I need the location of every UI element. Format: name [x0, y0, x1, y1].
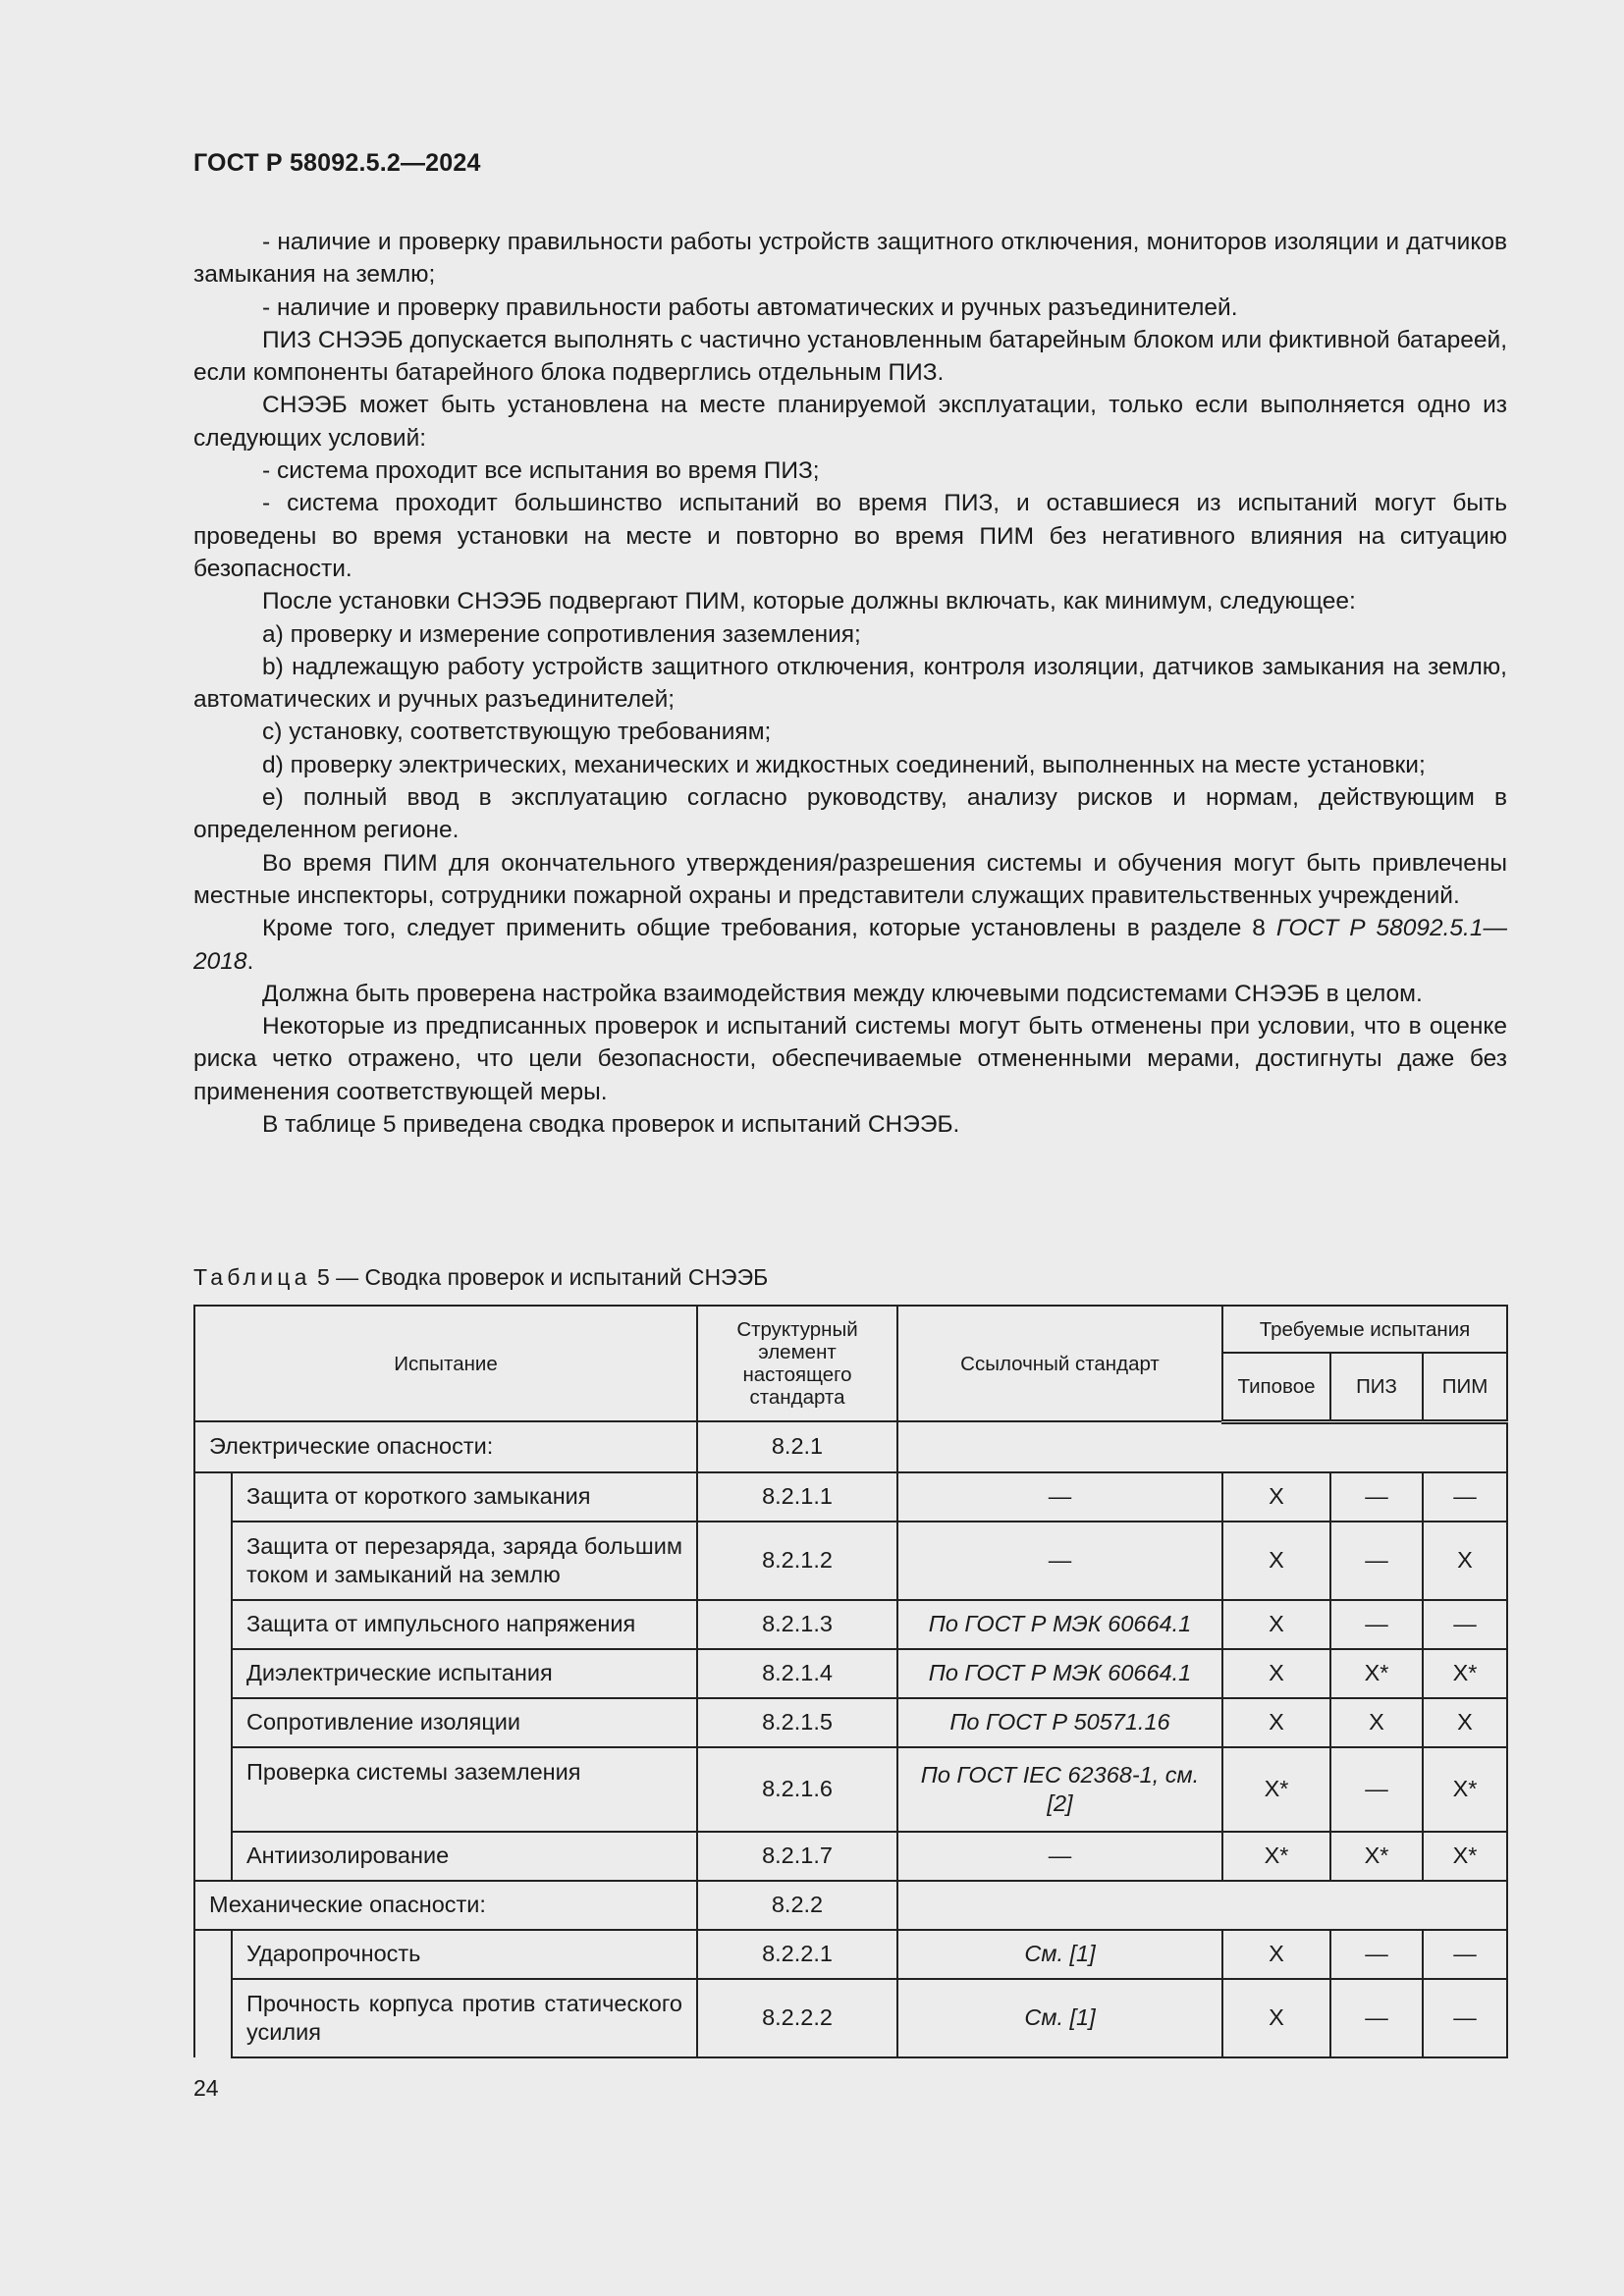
- table-row: [194, 1930, 1507, 1979]
- test-piz: —: [1330, 1472, 1423, 1522]
- table-body: [194, 1421, 1507, 2057]
- test-type: X: [1222, 1649, 1330, 1698]
- test-name: Защита от короткого замыкания: [232, 1472, 697, 1522]
- test-clause: 8.2.2.2: [697, 1979, 897, 2057]
- test-type: X: [1222, 1930, 1330, 1979]
- test-clause: 8.2.1.6: [697, 1747, 897, 1832]
- page-number: 24: [193, 2075, 219, 2101]
- test-name: Диэлектрические испытания: [232, 1649, 697, 1698]
- summary-table: [193, 1305, 1508, 2058]
- paragraph: Должна быть проверена настройка взаимодействия между ключевыми подсистемами СНЭЭБ в целом.: [262, 980, 1423, 1007]
- test-type: X*: [1222, 1832, 1330, 1881]
- document-header: ГОСТ Р 58092.5.2—2024: [193, 149, 481, 177]
- group-empty-cell: [897, 1421, 1507, 1472]
- indent-cell: [194, 1522, 232, 1600]
- header-type: Типовое: [1222, 1353, 1330, 1421]
- paragraph-with-reference: [193, 912, 1507, 978]
- paragraph: - наличие и проверку правильности работы автоматических и ручных разъединителей.: [262, 294, 1238, 321]
- group-name: Электрические опасности:: [194, 1421, 697, 1472]
- test-piz: X*: [1330, 1832, 1423, 1881]
- paragraph-end: .: [246, 947, 254, 975]
- indent-cell: [194, 1472, 232, 1522]
- header-reference: Ссылочный стандарт: [897, 1306, 1222, 1421]
- test-reference: —: [897, 1472, 1222, 1522]
- indent-cell: [194, 1832, 232, 1881]
- test-clause: 8.2.2.1: [697, 1930, 897, 1979]
- test-clause: 8.2.1.4: [697, 1649, 897, 1698]
- paragraph: После установки СНЭЭБ подвергают ПИМ, которые должны включать, как минимум, следующее:: [262, 588, 1356, 615]
- test-piz: —: [1330, 1522, 1423, 1600]
- test-type: X: [1222, 1979, 1330, 2057]
- header-element: Структурный элемент настоящего стандарта: [697, 1306, 897, 1421]
- paragraph: ПИЗ СНЭЭБ допускается выполнять с частично установленным батарейным блоком или фиктивной батареей, если компоненты батарейного блока подверглись отдельным ПИЗ.: [193, 326, 1507, 387]
- test-piz: X: [1330, 1698, 1423, 1747]
- test-piz: —: [1330, 1747, 1423, 1832]
- test-piz: X*: [1330, 1649, 1423, 1698]
- test-name: Защита от импульсного напряжения: [232, 1600, 697, 1649]
- test-pim: —: [1423, 1472, 1507, 1522]
- test-pim: X: [1423, 1698, 1507, 1747]
- group-name: Механические опасности:: [194, 1881, 697, 1930]
- test-type: X*: [1222, 1747, 1330, 1832]
- paragraph: Во время ПИМ для окончательного утверждения/разрешения системы и обучения могут быть привлечены местные инспекторы, сотрудники пожарной охраны и представители служащих правительственных учреждений.: [193, 849, 1507, 909]
- indent-cell: [194, 1979, 232, 2057]
- table-caption: [193, 1264, 768, 1291]
- test-reference: См. [1]: [897, 1930, 1222, 1979]
- test-name: Прочность корпуса против статического усилия: [232, 1979, 697, 2057]
- test-pim: X*: [1423, 1649, 1507, 1698]
- test-reference: —: [897, 1832, 1222, 1881]
- header-piz: ПИЗ: [1330, 1353, 1423, 1421]
- group-clause: 8.2.2: [697, 1881, 897, 1930]
- group-empty-cell: [897, 1881, 1507, 1930]
- test-reference: По ГОСТ Р 50571.16: [897, 1698, 1222, 1747]
- paragraph: - наличие и проверку правильности работы устройств защитного отключения, мониторов изоляции и датчиков замыкания на землю;: [193, 229, 1507, 289]
- test-name: Защита от перезаряда, заряда большим током и замыканий на землю: [232, 1522, 697, 1600]
- group-clause: 8.2.1: [697, 1421, 897, 1472]
- paragraph-text: Кроме того, следует применить общие требования, которые установлены в разделе 8: [262, 915, 1276, 942]
- paragraph: e) полный ввод в эксплуатацию согласно руководству, анализу рисков и нормам, действующим в определенном регионе.: [193, 784, 1507, 844]
- header-pim: ПИМ: [1423, 1353, 1507, 1421]
- test-name: Сопротивление изоляции: [232, 1698, 697, 1747]
- table-group-row: [194, 1421, 1507, 1472]
- paragraph: Некоторые из предписанных проверок и испытаний системы могут быть отменены при условии, что в оценке риска четко отражено, что цели безопасности, обеспечиваемые отмененными мерами, достигнуты даже без применения соответствующей меры.: [193, 1013, 1507, 1105]
- table-row: [194, 1472, 1507, 1522]
- paragraph: СНЭЭБ может быть установлена на месте планируемой эксплуатации, только если выполняется одно из следующих условий:: [193, 392, 1507, 452]
- test-name: Антиизолирование: [232, 1832, 697, 1881]
- test-type: X: [1222, 1472, 1330, 1522]
- test-pim: —: [1423, 1600, 1507, 1649]
- test-reference: См. [1]: [897, 1979, 1222, 2057]
- body-text: [193, 226, 1507, 1141]
- header-test: Испытание: [194, 1306, 697, 1421]
- table-row: [194, 1698, 1507, 1747]
- table-row: [194, 1979, 1507, 2057]
- paragraph: c) установку, соответствующую требованиям;: [262, 719, 772, 746]
- test-clause: 8.2.1.2: [697, 1522, 897, 1600]
- test-pim: X*: [1423, 1832, 1507, 1881]
- paragraph: В таблице 5 приведена сводка проверок и испытаний СНЭЭБ.: [262, 1111, 960, 1139]
- indent-cell: [194, 1649, 232, 1698]
- paragraph: - система проходит большинство испытаний во время ПИЗ, и оставшиеся из испытаний могут быть проведены во время установки на месте и повторно во время ПИМ без негативного влияния на ситуацию безопасности.: [193, 490, 1507, 582]
- test-clause: 8.2.1.3: [697, 1600, 897, 1649]
- standard-reference: ГОСТ Р 58092.5.1—2018: [193, 915, 1507, 975]
- header-required: Требуемые испытания: [1222, 1306, 1507, 1353]
- test-name: Ударопрочность: [232, 1930, 697, 1979]
- test-piz: —: [1330, 1600, 1423, 1649]
- test-pim: —: [1423, 1930, 1507, 1979]
- test-name: Проверка системы заземления: [232, 1747, 697, 1832]
- test-reference: —: [897, 1522, 1222, 1600]
- test-type: X: [1222, 1522, 1330, 1600]
- test-reference: По ГОСТ IEC 62368-1, см. [2]: [897, 1747, 1222, 1832]
- table-row: [194, 1649, 1507, 1698]
- test-type: X: [1222, 1698, 1330, 1747]
- indent-cell: [194, 1930, 232, 1979]
- table-row: [194, 1832, 1507, 1881]
- table-caption-title: 5 — Сводка проверок и испытаний СНЭЭБ: [316, 1264, 769, 1290]
- paragraph: d) проверку электрических, механических и жидкостных соединений, выполненных на месте установки;: [262, 751, 1426, 778]
- indent-cell: [194, 1698, 232, 1747]
- indent-cell: [194, 1600, 232, 1649]
- test-type: X: [1222, 1600, 1330, 1649]
- test-clause: 8.2.1.5: [697, 1698, 897, 1747]
- test-pim: X*: [1423, 1747, 1507, 1832]
- paragraph: a) проверку и измерение сопротивления заземления;: [262, 620, 861, 648]
- paragraph: b) надлежащую работу устройств защитного отключения, контроля изоляции, датчиков замыкания на землю, автоматических и ручных разъединителей;: [193, 653, 1507, 714]
- indent-cell: [194, 1747, 232, 1832]
- test-pim: X: [1423, 1522, 1507, 1600]
- table-row: [194, 1600, 1507, 1649]
- test-reference: По ГОСТ Р МЭК 60664.1: [897, 1600, 1222, 1649]
- test-piz: —: [1330, 1930, 1423, 1979]
- table-caption-word: Таблица: [193, 1264, 311, 1290]
- table-row: [194, 1747, 1507, 1832]
- paragraph: - система проходит все испытания во время ПИЗ;: [262, 457, 820, 485]
- test-reference: По ГОСТ Р МЭК 60664.1: [897, 1649, 1222, 1698]
- table-group-row: [194, 1881, 1507, 1930]
- test-clause: 8.2.1.7: [697, 1832, 897, 1881]
- test-clause: 8.2.1.1: [697, 1472, 897, 1522]
- test-pim: —: [1423, 1979, 1507, 2057]
- table-row: [194, 1522, 1507, 1600]
- test-piz: —: [1330, 1979, 1423, 2057]
